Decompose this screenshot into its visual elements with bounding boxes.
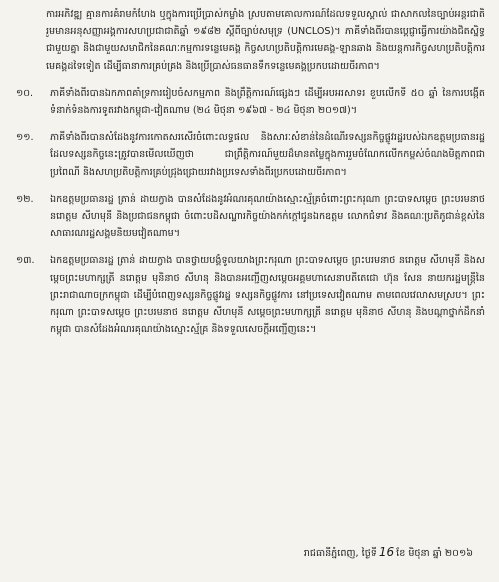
item-text: ភាគីទាំងពីរបានឯកភាពគាំទ្រការរៀបចំសកម្មភាព និងព្រឹត្តិការណ៍ផ្សេងៗ ដើម្បីអបអរសាទរ ខួបលើកទី ៥០ ឆ្នាំ នៃការបង្កើតទំនាក់ទំនងការទូតរវាងកម្ពុជា-វៀតណាម (២៤ មិថុនា ១៩៦៧ - ២៤ មិថុនា ២០១៧)។ (50, 87, 485, 117)
item-text: ឯកឧត្តមប្រធានរដ្ឋ ត្រាន់ ដាយក្វាង បានថ្វាយបង្គំទូលយាងព្រះករុណា ព្រះបាទសម្តេច ព្រះបរមនាថ នរោត្តម សីហមុនី និងសម្តេចព្រះមហាក្សត្រី នរោត្តម មុនិនាថ សីហនុ និងបានអញ្ជើញសម្តេចអគ្គមហាសេនាបតីតេជោ ហ៊ុន សែន នាយករដ្ឋមន្ត្រីនៃព្រះរាជាណាចក្រកម្ពុជា ដើម្បីបំពេញទស្សនកិច្ចផ្លូវរដ្ឋ ទស្សនកិច្ចផ្លូវការ នៅប្រទេសវៀតណាម តាមពេលវេលាសមស្រប។ ព្រះករុណា ព្រះបាទសម្តេច ព្រះបរមនាថ នរោត្តម សីហមុនី សម្តេចព្រះមហាក្សត្រី នរោត្តម មុនិនាថ សីហនុ និងបណ្តាថ្នាក់ដឹកនាំកម្ពុជា បានសំដែងអំណរគុណយ៉ាងស្មោះស្ម័គ្រ និងទទួលសេចក្តីអញ្ជើញនេះ។ (50, 255, 485, 336)
item-number: ១១. (16, 132, 34, 144)
signature-month-year: ខែ មិថុនា ឆ្នាំ ២០១៦ (396, 548, 473, 559)
signature-day: 16 (378, 545, 395, 559)
list-item-10 (16, 85, 485, 119)
item-number: ១០. (16, 87, 34, 99)
item-number: ១៣. (16, 255, 35, 267)
signature-line (304, 544, 473, 562)
list-item-13 (16, 252, 485, 338)
item-text: ឯកឧត្តមប្រធានរដ្ឋ ត្រាន់ ដាយក្វាង បានសំដែងនូវអំណរគុណយ៉ាងស្មោះស្ម័គ្រចំពោះព្រះករុណា ព្រះបាទសម្តេច ព្រះបរមនាថ នរោត្តម សីហមុនី និងប្រជាជនកម្ពុជា ចំពោះបដិសណ្ឋារកិច្ចយ៉ាងកក់ក្តៅជូនឯកឧត្តម លោកជំទាវ និងគណៈប្រតិភូជាន់ខ្ពស់នៃសាធារណរដ្ឋសង្គមនិយមវៀតណាម។ (50, 193, 485, 240)
signature-place: រាជធានីភ្នំពេញ, ថ្ងៃទី (303, 548, 377, 559)
intro-paragraph: ការអភិវឌ្ឍ គ្មានការគំរាមកំហែង ឬក្នុងការប្រើប្រាស់កម្លាំង ស្របតាមគោលការណ៍ដែលទទួលស្គាល់ ជាសាកលនៃច្បាប់អន្តរជាតិ រួមមានអនុសញ្ញាអង្គការសហប្រជាជាតិឆ្នាំ ១៩៨២ ស្តីពីច្បាប់សមុទ្រ (UNCLOS)។ ភាគីទាំងពីរបានប្តេជ្ញាធ្វើការយ៉ាងជិតស្និទ្ធជាមួយគ្នា និងជាមួយសមាជិកនៃគណៈកម្មការទន្លេមេគង្គ កិច្ចសហប្រតិបត្តិការមេគង្គ-ឡានឆាង និងយន្តការកិច្ចសហប្រតិបត្តិការមេគង្គដទៃទៀត ដើម្បីធានាការគ្រប់គ្រង និងប្រើប្រាស់ធនធានទឹកទន្លេមេគង្គប្រកបដោយចីរភាព។ (46, 9, 485, 72)
item-number: ១២. (16, 193, 34, 205)
item-text: ភាគីទាំងពីរបានសំដែងនូវការកោតសរសើរចំពោះលទ្ធផល និងសារៈសំខាន់នៃដំណើរទស្សនកិច្ចផ្លូវរដ្ឋរបស់ឯកឧត្តមប្រធានរដ្ឋ ដែលទស្សនកិច្ចនេះត្រូវបានមើលឃើញថា ជាព្រឹត្តិការណ៍មួយដ៏មានតម្លៃក្នុងការរួមចំណែកលើកកម្ពស់ចំណងមិត្តភាពជាប្រពៃណី និងសហប្រតិបត្តិការគ្រប់ជ្រុងជ្រោយរវាងប្រទេសទាំងពីរប្រកបដោយចីរភាព។ (50, 132, 485, 178)
list-item-12 (16, 191, 485, 243)
list-item-11 (16, 129, 485, 181)
